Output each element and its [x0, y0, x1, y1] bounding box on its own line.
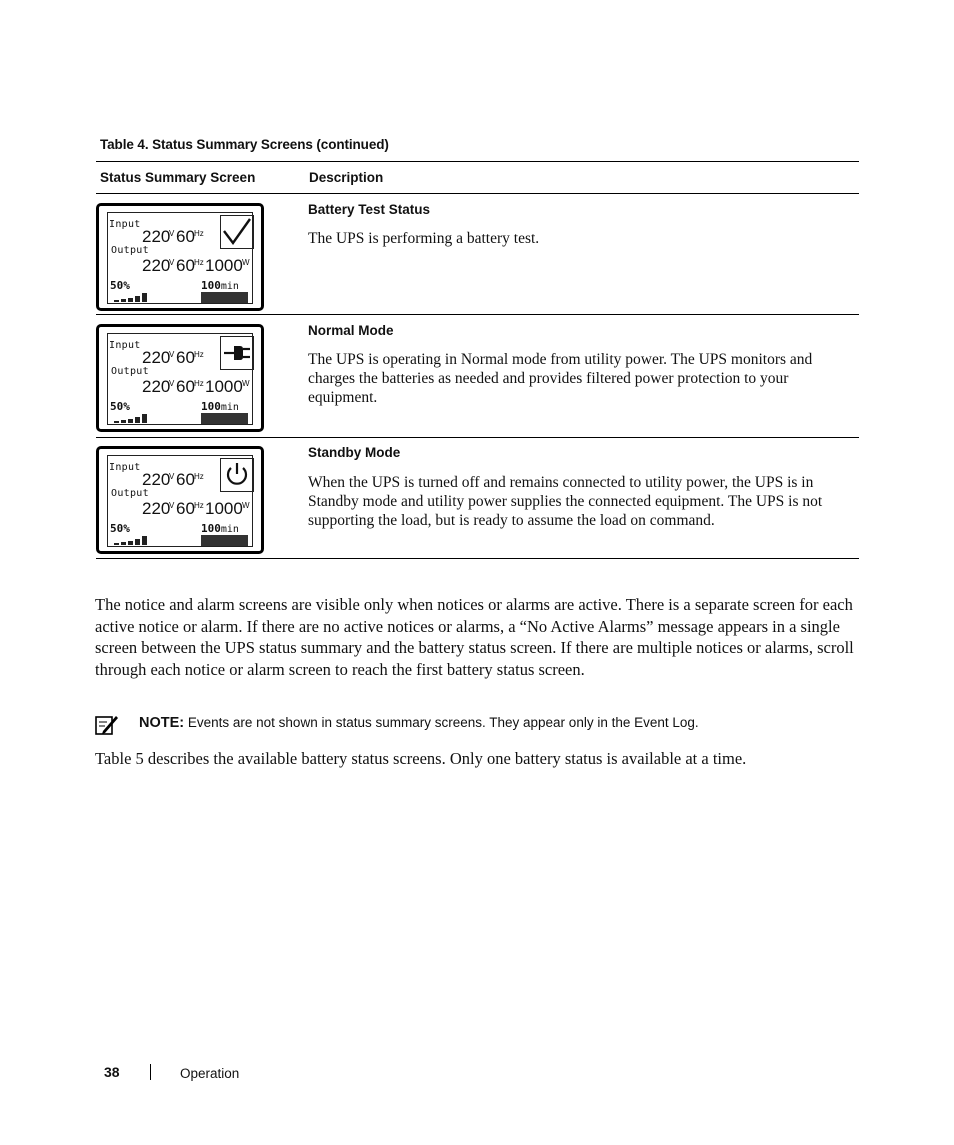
battery-level-bar	[201, 292, 248, 303]
lcd-output-power: 1000	[205, 377, 243, 396]
lcd-volt-unit: V	[169, 229, 175, 238]
lcd-output-frequency: 60	[176, 256, 195, 275]
lcd-volt-unit: V	[169, 258, 175, 267]
closing-paragraph: Table 5 describes the available battery status screens. Only one battery status is available at a time.	[95, 749, 747, 768]
lcd-load-percent: 50%	[110, 522, 130, 535]
load-bars-icon	[114, 292, 148, 302]
row-description: When the UPS is turned off and remains connected to utility power, the UPS is in Standby mode and utility power supplies the connected equipment. The UPS is not supporting the load, but is ready to assume the load on command.	[308, 474, 823, 529]
table-top-rule	[96, 161, 859, 162]
lcd-screen	[96, 324, 264, 432]
load-bars-icon	[114, 535, 148, 545]
checkmark-icon	[221, 216, 253, 248]
table-row	[96, 437, 859, 558]
lcd-runtime: 100min	[201, 400, 239, 413]
lcd-hz-unit: Hz	[194, 229, 204, 238]
footer-section: Operation	[180, 1066, 240, 1081]
lcd-output-label: Output	[111, 245, 149, 256]
battery-level-bar	[201, 535, 248, 546]
lcd-input-voltage: 220	[142, 470, 171, 489]
load-bars-icon	[114, 413, 148, 423]
lcd-status-icon-box	[220, 458, 254, 492]
lcd-output-voltage: 220	[142, 377, 171, 396]
lcd-hz-unit: Hz	[194, 379, 204, 388]
header-status-summary-screen: Status Summary Screen	[100, 170, 256, 185]
lcd-input-label: Input	[109, 340, 141, 351]
lcd-load-percent: 50%	[110, 400, 130, 413]
lcd-output-voltage: 220	[142, 256, 171, 275]
page-number: 38	[104, 1064, 120, 1080]
footer-separator	[150, 1064, 151, 1080]
lcd-volt-unit: V	[169, 501, 175, 510]
lcd-output-power: 1000	[205, 499, 243, 518]
row-description: The UPS is operating in Normal mode from utility power. The UPS monitors and charges the batteries as needed and provides filtered power protection to your equipment.	[308, 351, 813, 406]
lcd-hz-unit: Hz	[194, 501, 204, 510]
lcd-display	[107, 212, 253, 304]
lcd-input-label: Input	[109, 219, 141, 230]
lcd-output-label: Output	[111, 366, 149, 377]
power-standby-icon	[221, 459, 253, 491]
lcd-hz-unit: Hz	[194, 258, 204, 267]
row-title: Battery Test Status	[308, 202, 431, 217]
note-text	[139, 715, 699, 731]
lcd-watt-unit: W	[242, 258, 250, 267]
lcd-runtime: 100min	[201, 279, 239, 292]
row-title: Normal Mode	[308, 323, 394, 338]
lcd-status-icon-box	[220, 336, 254, 370]
table-row	[96, 314, 859, 437]
table-row	[96, 193, 859, 314]
lcd-output-power: 1000	[205, 256, 243, 275]
lcd-runtime: 100min	[201, 522, 239, 535]
row-title: Standby Mode	[308, 445, 401, 460]
lcd-hz-unit: Hz	[194, 350, 204, 359]
power-plug-icon	[221, 337, 253, 369]
lcd-input-voltage: 220	[142, 348, 171, 367]
lcd-volt-unit: V	[169, 379, 175, 388]
lcd-input-label: Input	[109, 462, 141, 473]
lcd-watt-unit: W	[242, 501, 250, 510]
lcd-output-frequency: 60	[176, 499, 195, 518]
lcd-hz-unit: Hz	[194, 472, 204, 481]
lcd-display	[107, 333, 253, 425]
lcd-output-label: Output	[111, 488, 149, 499]
lcd-screen	[96, 446, 264, 554]
lcd-volt-unit: V	[169, 350, 175, 359]
battery-level-bar	[201, 413, 248, 424]
lcd-volt-unit: V	[169, 472, 175, 481]
table-bottom-rule	[96, 558, 859, 559]
lcd-status-icon-box	[220, 215, 254, 249]
lcd-input-voltage: 220	[142, 227, 171, 246]
row-description: The UPS is performing a battery test.	[308, 230, 540, 247]
note-label: NOTE:	[139, 715, 185, 731]
lcd-input-frequency: 60	[176, 227, 195, 246]
lcd-input-frequency: 60	[176, 470, 195, 489]
lcd-output-frequency: 60	[176, 377, 195, 396]
lcd-output-voltage: 220	[142, 499, 171, 518]
lcd-display	[107, 455, 253, 547]
table-caption: Table 4. Status Summary Screens (continued)	[100, 137, 389, 152]
lcd-watt-unit: W	[242, 379, 250, 388]
lcd-screen	[96, 203, 264, 311]
lcd-input-frequency: 60	[176, 348, 195, 367]
lcd-load-percent: 50%	[110, 279, 130, 292]
body-paragraph: The notice and alarm screens are visible only when notices or alarms are active. There is a separate screen for each active notice or alarm. If there are no active notices or alarms, a “No Active Alarms” message appears in a single screen between the UPS status summary and the battery status screen. If there are multiple notices or alarms, scroll through each notice or alarm screen to reach the first battery status screen.	[95, 595, 854, 679]
header-description: Description	[309, 170, 384, 185]
note-pencil-icon	[95, 714, 119, 736]
note-body: Events are not shown in status summary screens. They appear only in the Event Log.	[187, 715, 699, 730]
